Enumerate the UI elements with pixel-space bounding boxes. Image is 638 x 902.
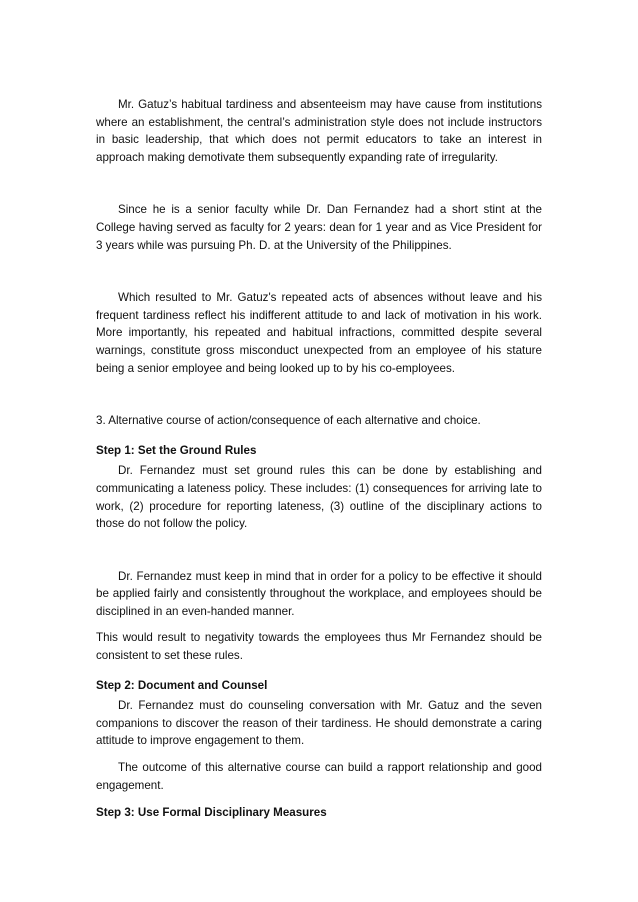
step2-paragraph-outcome: The outcome of this alternative course can build a rapport relationship and good engagement. [96, 761, 542, 792]
paragraph-repeated-absences: Which resulted to Mr. Gatuz's repeated acts of absences without leave and his frequent tardiness reflect his indifferent attitude to and lack of motivation in his work. More importantly, his repeated and habitual infractions, committed despite several warnings, constitute gross misconduct unexpected from an employee of his stature being a senior employee and being looked up to by his co-employees. [96, 291, 542, 375]
step1-paragraph-ground-rules: Dr. Fernandez must set ground rules this can be done by establishing and communicating a lateness policy. These includes: (1) consequences for arriving late to work, (2) procedure for reporting lateness, (3) outline of the disciplinary actions to those do not follow the policy. [96, 464, 542, 531]
step2-heading: Step 2: Document and Counsel [96, 678, 268, 692]
document-body [96, 96, 542, 822]
step1-heading: Step 1: Set the Ground Rules [96, 443, 257, 457]
paragraph-absenteeism-cause: Mr. Gatuz’s habitual tardiness and absenteeism may have cause from institutions where an establishment, the central’s administration style does not include instructors in basic leadership, that which does not permit educators to take an interest in approach making demotivate them subsequently expanding rate of irregularity. [96, 98, 542, 164]
step2-paragraph-counseling: Dr. Fernandez must do counseling conversation with Mr. Gatuz and the seven companions to discover the reason of their tardiness. He should demonstrate a caring attitude to improve engagement to them. [96, 699, 542, 748]
step1-paragraph-consistency: This would result to negativity towards the employees thus Mr Fernandez should be consistent to set these rules. [96, 631, 542, 663]
paragraph-senior-faculty: Since he is a senior faculty while Dr. Dan Fernandez had a short stint at the College having served as faculty for 2 years: dean for 1 year and as Vice President for 3 years while was pursuing Ph. D. at the University of the Philippines. [96, 203, 542, 252]
section-heading-alternatives: 3. Alternative course of action/consequence of each alternative and choice. [96, 414, 481, 428]
step3-heading: Step 3: Use Formal Disciplinary Measures [96, 806, 327, 820]
step1-paragraph-fair-policy: Dr. Fernandez must keep in mind that in order for a policy to be effective it should be applied fairly and consistently throughout the workplace, and employees should be disciplined in an even-handed manner. [96, 569, 542, 618]
